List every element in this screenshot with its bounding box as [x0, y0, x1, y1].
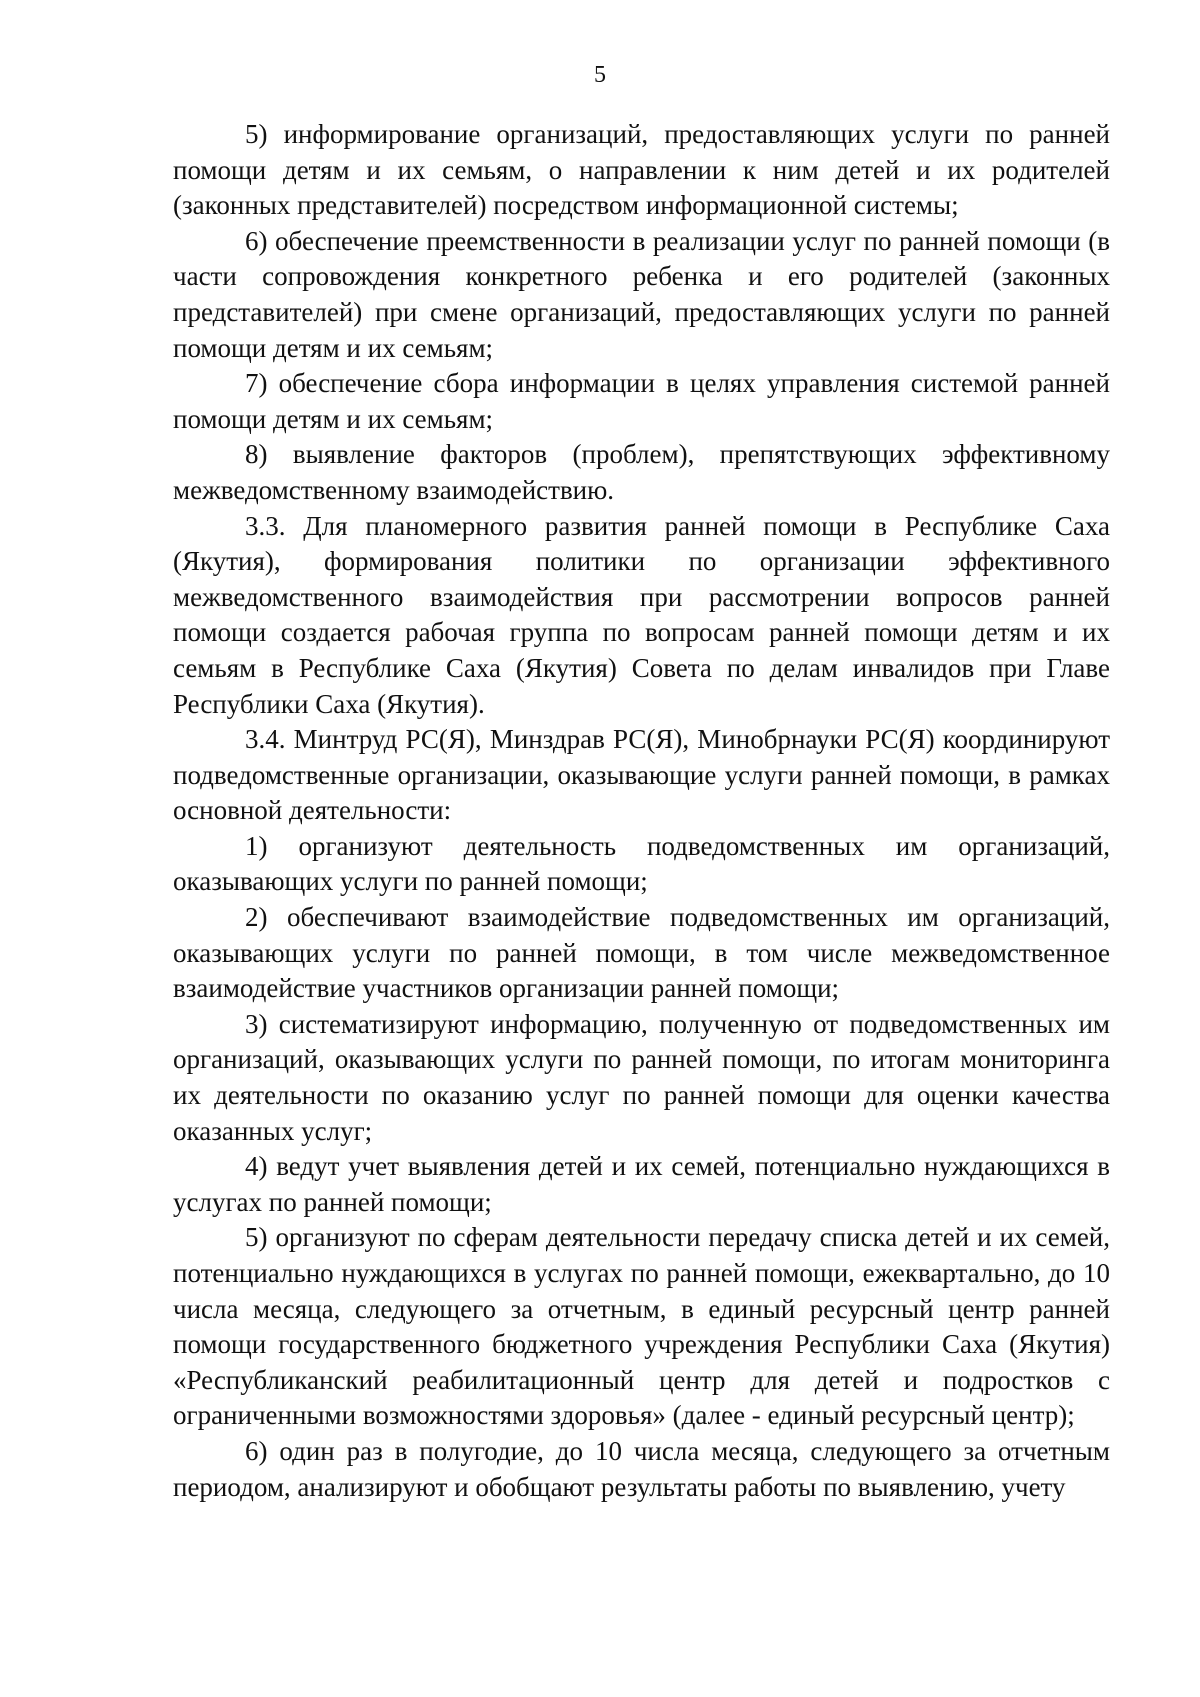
list-item-3-systematize: 3) систематизируют информацию, полученную от подведомственных им организаций, оказывающих услуги по ранней помощи, по итогам мониторинга их деятельности по оказанию услуг по ранней помощи для оценки качества оказанных услуг;: [173, 1008, 1110, 1146]
list-item-1-organize: 1) организуют деятельность подведомственных им организаций, оказывающих услуги по ранней помощи;: [173, 830, 1110, 897]
list-item-5-transfer-list: 5) организуют по сферам деятельности передачу списка детей и их семей, потенциально нуждающихся в услугах по ранней помощи, ежеквартально, до 10 числа месяца, следующего за отчетным, в единый ресурсный центр ранней помощи государственного бюджетного учреждения Республики Саха (Якутия) «Республиканский реабилитационный центр для детей и подростков с ограниченными возможностями здоровья» (далее - единый ресурсный центр);: [173, 1222, 1110, 1431]
list-item-2-interaction: 2) обеспечивают взаимодействие подведомственных им организаций, оказывающих услуги по ранней помощи, в том числе межведомственное взаимодействие участников организации ранней помощи;: [173, 902, 1110, 1004]
clause-3-3: 3.3. Для планомерного развития ранней помощи в Республике Саха (Якутия), формирования политики по организации эффективного межведомственного взаимодействия при рассмотрении вопросов ранней помощи создается рабочая группа по вопросам ранней помощи детям и их семьям в Республике Саха (Якутия) Совета по делам инвалидов при Главе Республики Саха (Якутия).: [173, 510, 1110, 719]
list-item-6-semiannual-analysis: 6) один раз в полугодие, до 10 числа месяца, следующего за отчетным периодом, анализируют и обобщают результаты работы по выявлению, учету: [173, 1435, 1110, 1502]
page-number: 5: [594, 62, 606, 88]
document-body: [173, 117, 1110, 1505]
list-item-4-accounting: 4) ведут учет выявления детей и их семей, потенциально нуждающихся в услугах по ранней помощи;: [173, 1151, 1110, 1217]
list-item-8-factor-identification: 8) выявление факторов (проблем), препятствующих эффективному межведомственному взаимодействию.: [173, 439, 1110, 505]
list-item-5-informing: 5) информирование организаций, предоставляющих услуги по ранней помощи детям и их семьям, о направлении к ним детей и их родителей (законных представителей) посредством информационной системы;: [173, 119, 1110, 221]
list-item-7-information-collection: 7) обеспечение сбора информации в целях управления системой ранней помощи детям и их семьям;: [173, 368, 1110, 434]
clause-3-4: 3.4. Минтруд РС(Я), Минздрав РС(Я), Минобрнауки РС(Я) координируют подведомственные организации, оказывающие услуги ранней помощи, в рамках основной деятельности:: [173, 724, 1110, 826]
list-item-6-continuity: 6) обеспечение преемственности в реализации услуг по ранней помощи (в части сопровождения конкретного ребенка и его родителей (законных представителей) при смене организаций, предоставляющих услуги по ранней помощи детям и их семьям;: [173, 225, 1110, 363]
